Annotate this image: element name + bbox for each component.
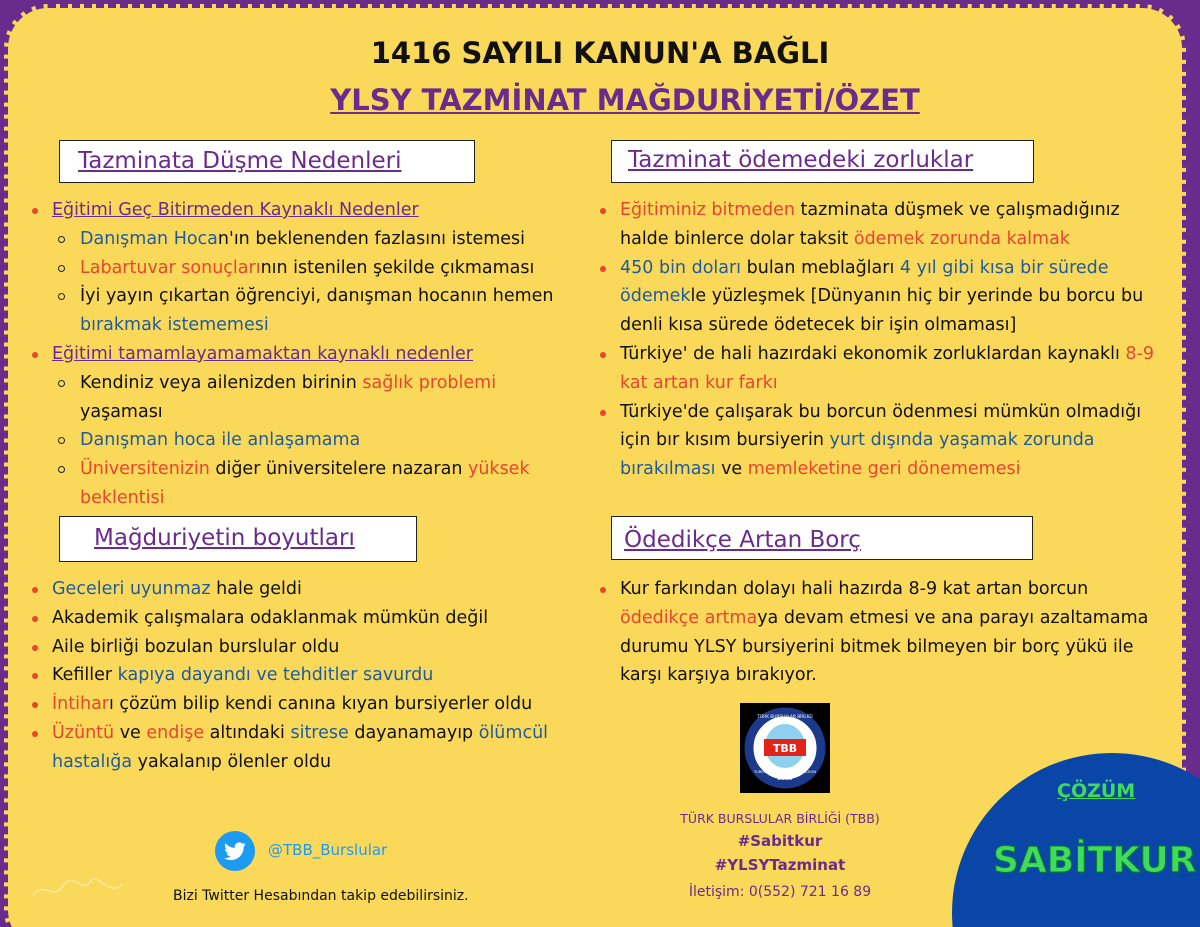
list-item	[24, 225, 584, 254]
text-segment: sağlık problemi	[362, 372, 497, 393]
text-segment: bulan meblağları	[741, 257, 900, 278]
text-segment: İyi yayın çıkartan öğrenciyi, danışman hocanın hemen	[80, 286, 554, 307]
list-item	[592, 398, 1162, 484]
dimensions-heading-box	[59, 516, 417, 562]
reasons-heading: Tazminata Düşme Nedenleri	[78, 148, 402, 174]
text-segment: Danışman Hoca	[80, 228, 218, 249]
text-segment: 4 yıl gibi kısa bir sürede ödemek	[620, 257, 1109, 307]
twitter-bird-icon[interactable]	[215, 831, 255, 871]
text-segment: kapıya dayandı ve tehditler savurdu	[117, 665, 434, 686]
footer-hashtag-ylsy[interactable]: #YLSYTazminat	[714, 856, 846, 874]
footer-contact: İletişim: 0(552) 721 16 89	[688, 884, 872, 900]
text-segment: ve	[114, 722, 147, 743]
group-label	[24, 196, 584, 225]
list-item	[24, 633, 599, 662]
list-item	[24, 369, 584, 427]
difficulties-heading: Tazminat ödemedeki zorluklar	[628, 147, 974, 173]
list-item	[592, 196, 1162, 254]
text-segment: dayanamayıp	[348, 722, 479, 743]
group-label-text: Eğitimi tamamlayamamaktan kaynaklı nedenler	[52, 343, 473, 364]
list-item	[24, 690, 599, 719]
text-segment: Üzüntü	[52, 722, 115, 743]
list-item	[24, 719, 599, 777]
list-item	[24, 426, 584, 455]
list-item	[592, 254, 1162, 340]
text-segment: İntihar	[52, 694, 109, 715]
text-segment: Eğitiminiz bitmeden	[620, 200, 795, 220]
text-segment: hale geldi	[210, 579, 302, 599]
list-item	[24, 455, 584, 513]
reasons-list	[24, 196, 584, 513]
text-segment: Kendiniz veya ailenizden birinin	[80, 372, 363, 393]
text-segment: 8-9 kat artan kur farkı	[620, 343, 1155, 393]
text-segment: ödemek zorunda kalmak	[853, 228, 1070, 249]
text-segment: n'ın beklenenden fazlasını istemesi	[217, 228, 526, 249]
solution-value: SABİTKUR	[993, 840, 1197, 881]
text-segment: Aile birliği bozulan burslular oldu	[52, 636, 340, 657]
text-segment: yaşaması	[80, 401, 163, 422]
list-item	[24, 575, 599, 604]
text-segment: ölümcül hastalığa	[52, 722, 549, 772]
difficulties-list	[592, 196, 1162, 484]
text-segment: diğer üniversitelere nazaran	[209, 459, 468, 480]
debt-heading-box	[611, 516, 1033, 560]
text-segment: Labartuvar sonuçları	[80, 257, 261, 278]
text-segment: ya devam etmesi ve ana parayı azaltamama durumu YLSY bursiyerini bitmek bilmeyen bir borç yükü ile karşı karşıya bırakıyor.	[620, 607, 1149, 686]
tbb-logo-emblem-icon	[740, 703, 830, 793]
text-segment: ı çözüm bilip kendi canına kıyan bursiyerler oldu	[109, 694, 533, 715]
text-segment: yüksek beklentisi	[80, 459, 530, 508]
text-segment: le yüzleşmek [Dünyanın hiç bir yerinde bu borcu bu denli kısa sürede ödetecek bir işin olmaması]	[620, 286, 1144, 336]
tbb-logo	[740, 703, 830, 793]
dimensions-list	[24, 575, 599, 777]
text-segment: sitrese	[290, 722, 349, 743]
list-item	[24, 661, 599, 690]
text-segment: Üniversitenizin	[80, 459, 210, 480]
reasons-heading-box	[59, 140, 475, 183]
text-segment: altındaki	[204, 722, 291, 743]
text-segment: yakalanıp ölenler oldu	[132, 751, 332, 772]
title-line-2: YLSY TAZMİNAT MAĞDURİYETİ/ÖZET	[330, 83, 920, 117]
text-segment: ve	[715, 459, 748, 480]
text-segment: endişe	[146, 722, 205, 743]
logo-center-text: TBB	[772, 742, 798, 755]
list-item	[24, 604, 599, 633]
text-segment: nın istenilen şekilde çıkmaması	[260, 257, 535, 278]
text-segment: ödedikçe artma	[620, 607, 758, 628]
text-segment: Türkiye' de hali hazırdaki ekonomik zorluklardan kaynaklı	[620, 343, 1126, 364]
difficulties-heading-box	[611, 140, 1034, 183]
list-item	[592, 340, 1162, 398]
dimensions-heading: Mağduriyetin boyutları	[94, 525, 355, 551]
text-segment: bırakmak istememesi	[80, 315, 269, 336]
solution-label: ÇÖZÜM	[1057, 780, 1136, 802]
signature-watermark	[28, 874, 128, 904]
text-segment: memleketine geri dönememesi	[747, 459, 1021, 480]
twitter-handle[interactable]: @TBB_Burslular	[268, 841, 388, 859]
text-segment: Danışman hoca ile anlaşamama	[80, 430, 361, 451]
text-segment: Geceleri uyunmaz	[52, 579, 211, 599]
list-item	[24, 254, 584, 283]
list-item	[592, 575, 1162, 690]
logo-ring-text-en: TURKISH SCHOLARS ASSOCIATION	[753, 770, 817, 774]
logo-year: 2005	[777, 775, 793, 782]
text-segment: Akademik çalışmalara odaklanmak mümkün değil	[52, 607, 489, 628]
debt-heading: Ödedikçe Artan Borç	[624, 527, 861, 553]
group-label	[24, 340, 584, 369]
text-segment: Türkiye'de çalışarak bu borcun ödenmesi mümkün olmadığı için bır kısım bursiyerin	[620, 401, 1142, 451]
list-item	[24, 282, 584, 340]
text-segment: yurt dışında yaşamak zorunda bırakılması	[620, 430, 1095, 480]
footer-org: TÜRK BURSLULAR BİRLİĞİ (TBB)	[680, 811, 880, 826]
text-segment: tazminata düşmek ve çalışmadığınız halde binlerce dolar taksit	[620, 200, 1120, 249]
twitter-follow-text: Bizi Twitter Hesabından takip edebilirsiniz.	[173, 888, 469, 904]
text-segment: 450 bin doları	[620, 257, 742, 278]
title-line-1: 1416 SAYILI KANUN'A BAĞLI	[370, 36, 830, 70]
text-segment: Kur farkından dolayı hali hazırda 8-9 kat artan borcun	[620, 579, 1089, 599]
text-segment: Kefiller	[52, 665, 118, 686]
debt-list	[592, 575, 1162, 690]
footer-hashtag-sabitkur[interactable]: #Sabitkur	[737, 832, 823, 850]
group-label-text: Eğitimi Geç Bitirmeden Kaynaklı Nedenler	[52, 200, 419, 220]
logo-ring-text: TÜRK BURSLULAR BİRLİĞİ	[757, 715, 813, 720]
